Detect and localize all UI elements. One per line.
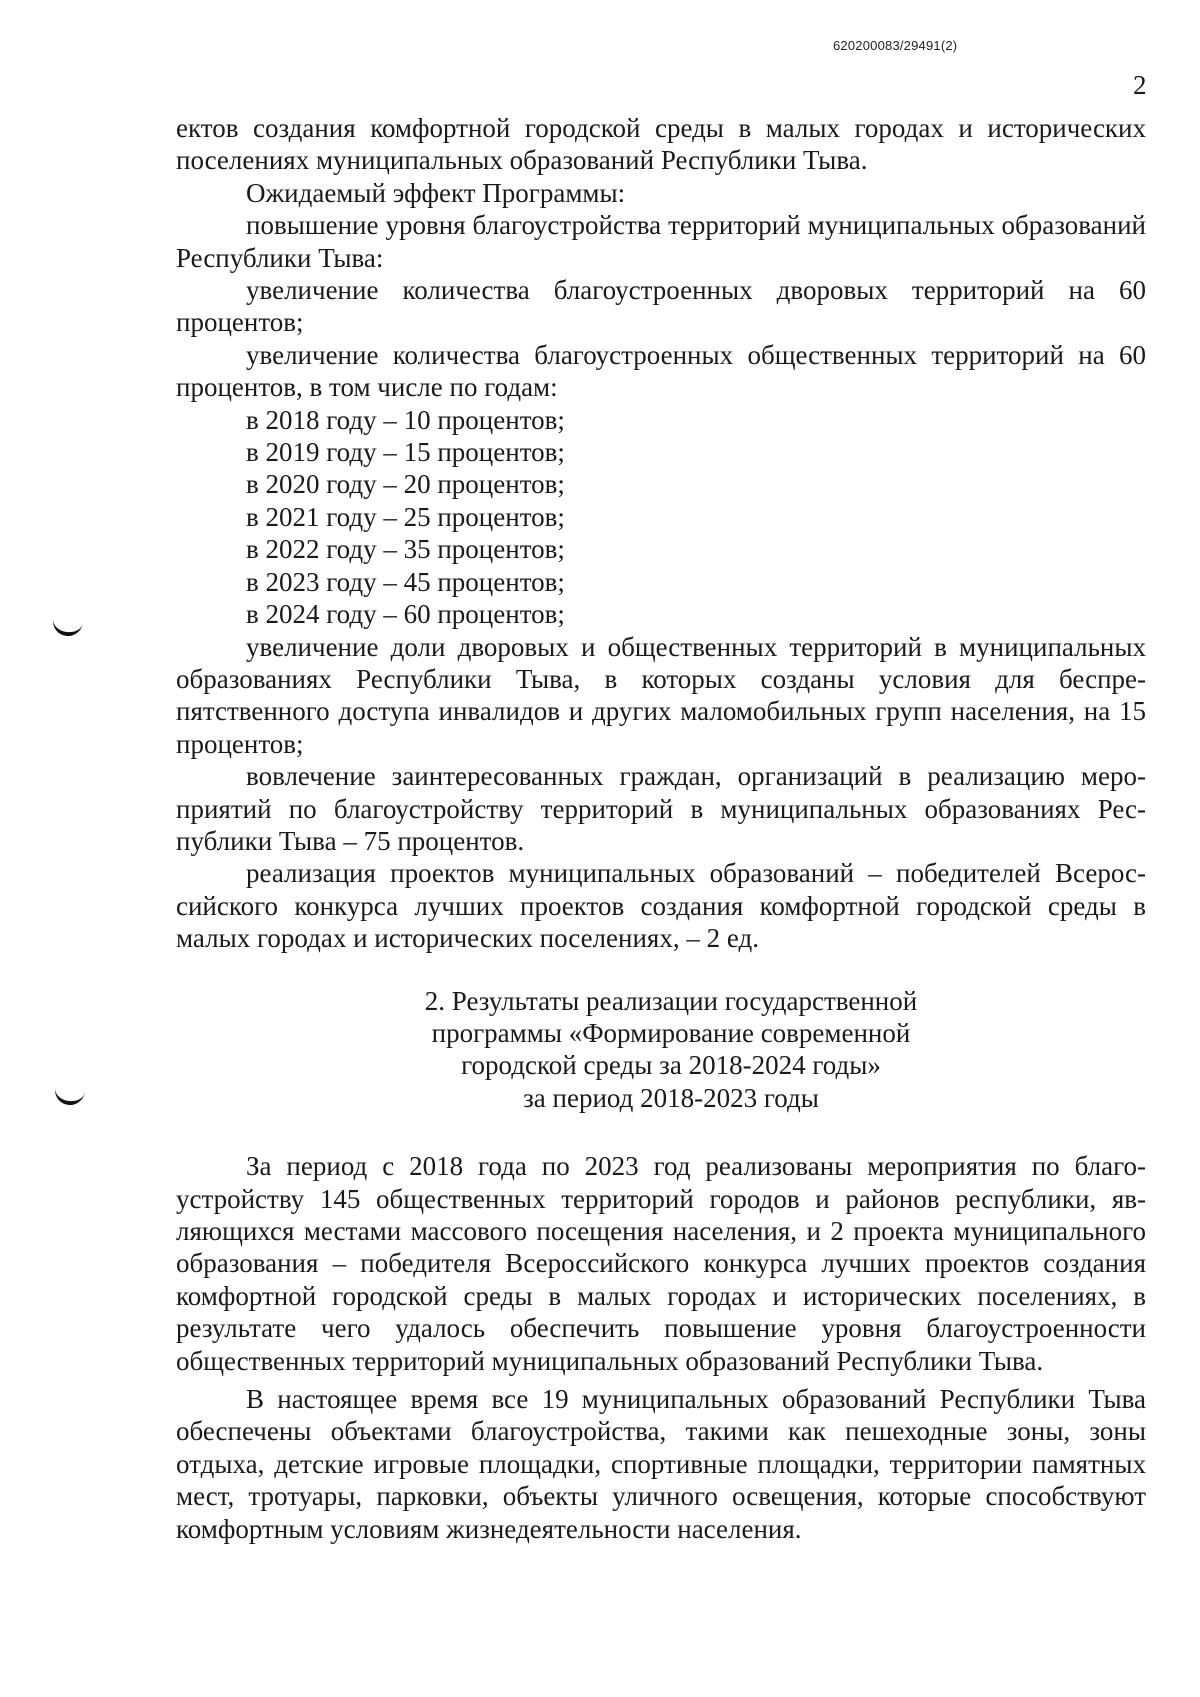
intro-paragraph: ектов создания комфортной городской среды в малых городах и исторических поселениях муниципальных образований Республики Тыва. <box>176 113 1146 176</box>
document-body <box>176 112 1146 1545</box>
section-paragraph: За период с 2018 года по 2023 год реализованы мероприятия по благоустройству 145 общественных территорий городов и районов республики, являющихся местами массового посещения населения, и 2 проекта муниципального образования – победителя Всероссийского конкурса лучших проектов создания комфортной городской среды в малых городах и исторических поселениях, в результате чего удалось обеспечить повышение уровня благоустроенности общественных территорий муниципальных образований Республики Тыва. <box>176 1151 1146 1376</box>
document-id: 620200083/29491(2) <box>833 38 958 53</box>
effect-item: повышение уровня благоустройства территорий муниципальных образований Республики Тыва: <box>176 210 1146 273</box>
section-paragraph: В настоящее время все 19 муниципальных образований Республики Тыва обеспечены объектами благоустройства, такими как пешеходные зоны, зоны отдыха, детские игровые площадки, спортивные площадки, территории памятных мест, тротуары, парковки, объекты уличного освещения, которые способствуют комфортным условиям жизнедеятельности населения. <box>176 1384 1146 1544</box>
effect-item: реализация проектов муниципальных образований – победителей Всероссийского конкурса лучших проектов создания комфортной городской среды в малых городах и исторических поселениях, – 2 ед. <box>176 858 1146 954</box>
section-heading-line: программы «Формирование современной <box>431 1017 911 1048</box>
year-item: в 2022 году – 35 процентов; <box>246 534 565 565</box>
scan-mark <box>51 618 83 638</box>
scan-mark <box>53 1087 85 1107</box>
effect-item: увеличение доли дворовых и общественных территорий в муниципальных образованиях Республики Тыва, в которых созданы условия для беспрепятственного доступа инвалидов и других маломобильных групп населения, на 15 процентов; <box>176 631 1146 759</box>
effect-title: Ожидаемый эффект Программы: <box>246 177 626 208</box>
year-item: в 2020 году – 20 процентов; <box>246 469 565 500</box>
page-number: 2 <box>1133 70 1147 100</box>
year-item: в 2021 году – 25 процентов; <box>246 501 565 532</box>
section-heading-line: 2. Результаты реализации государственной <box>424 985 918 1016</box>
year-item: в 2023 году – 45 процентов; <box>246 566 565 597</box>
effect-item: увеличение количества благоустроенных общественных территорий на 60 процентов, в том числе по годам: <box>176 339 1146 403</box>
section-heading <box>176 985 1146 1115</box>
year-item: в 2019 году – 15 процентов; <box>246 437 565 468</box>
year-item: в 2024 году – 60 процентов; <box>246 599 565 630</box>
year-item: в 2018 году – 10 процентов; <box>246 404 565 435</box>
section-heading-line: за период 2018-2023 годы <box>523 1082 819 1113</box>
section-heading-line: городской среды за 2018-2024 годы» <box>461 1050 881 1081</box>
effect-item: вовлечение заинтересованных граждан, организаций в реализацию мероприятий по благоустройству территорий в муниципальных образованиях Республики Тыва – 75 процентов. <box>176 761 1146 856</box>
effect-item: увеличение количества благоустроенных дворовых территорий на 60 процентов; <box>176 275 1146 338</box>
